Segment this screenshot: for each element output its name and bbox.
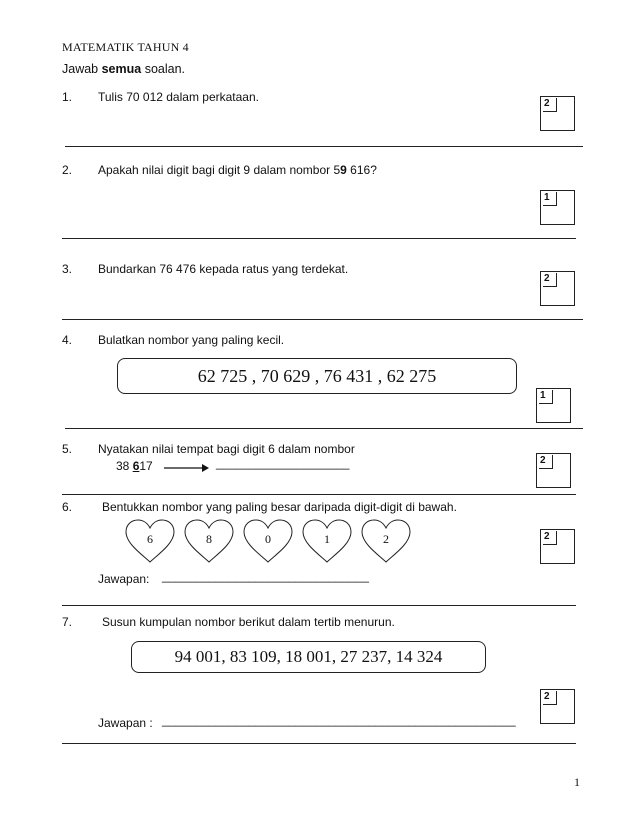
marks-box-q6: 2: [540, 529, 575, 564]
marks-box-q3: 2: [540, 271, 575, 306]
question-1-text: Tulis 70 012 dalam perkataan.: [98, 90, 259, 104]
answer-label-q6: Jawapan:: [98, 572, 150, 586]
question-4-text: Bulatkan nombor yang paling kecil.: [98, 333, 285, 347]
question-2-number: 2.: [62, 163, 73, 177]
marks-box-q2: 1: [540, 190, 575, 225]
answer-line-q5[interactable]: [62, 494, 576, 495]
question-6-text: Bentukkan nombor yang paling besar daripada digit-digit di bawah.: [102, 500, 457, 514]
question-6-number: 6.: [62, 500, 73, 514]
marks-box-q4: 1: [536, 388, 571, 423]
answer-line-q6[interactable]: [62, 605, 576, 606]
question-3-number: 3.: [62, 262, 73, 276]
worksheet-title: MATEMATIK TAHUN 4: [62, 40, 189, 54]
answer-blank-q7[interactable]: _____________________________________________________: [162, 713, 516, 727]
question-7-text: Susun kumpulan nombor berikut dalam tertib menurun.: [102, 615, 395, 629]
instruction: Jawab semua soalan.: [62, 62, 185, 76]
marks-box-q1: 2: [540, 96, 575, 131]
number-list-q7: 94 001, 83 109, 18 001, 27 237, 14 324: [131, 641, 486, 673]
answer-line-q1[interactable]: [65, 146, 583, 147]
answer-line-q7[interactable]: [62, 743, 576, 744]
heart-digit-4[interactable]: 1: [301, 518, 353, 564]
heart-digit-3[interactable]: 0: [242, 518, 294, 564]
answer-line-q4[interactable]: [65, 428, 583, 429]
answer-blank-q6[interactable]: _______________________________: [162, 569, 369, 583]
answer-blank-q5[interactable]: ____________________: [216, 456, 350, 470]
answer-label-q7: Jawapan :: [98, 716, 153, 730]
question-4-number: 4.: [62, 333, 73, 347]
answer-line-q2[interactable]: [62, 238, 576, 239]
question-3-text: Bundarkan 76 476 kepada ratus yang terdekat.: [98, 262, 349, 276]
page-number: 1: [574, 775, 580, 789]
marks-box-q5: 2: [536, 453, 571, 488]
marks-box-q7: 2: [540, 689, 575, 724]
question-2-text: Apakah nilai digit bagi digit 9 dalam nombor 59 616?: [98, 163, 377, 177]
number-options-q4[interactable]: 62 725 , 70 629 , 76 431 , 62 275: [117, 358, 517, 394]
heart-digit-2[interactable]: 8: [183, 518, 235, 564]
question-1-number: 1.: [62, 90, 73, 104]
question-5-number: 5.: [62, 442, 73, 456]
question-5-text: Nyatakan nilai tempat bagi digit 6 dalam nombor: [98, 442, 355, 456]
question-5-number-value: 38 617: [116, 459, 153, 473]
heart-digit-1[interactable]: 6: [124, 518, 176, 564]
question-7-number: 7.: [62, 615, 73, 629]
answer-line-q3[interactable]: [62, 319, 583, 320]
arrow-icon: [162, 462, 210, 474]
heart-digit-5[interactable]: 2: [360, 518, 412, 564]
